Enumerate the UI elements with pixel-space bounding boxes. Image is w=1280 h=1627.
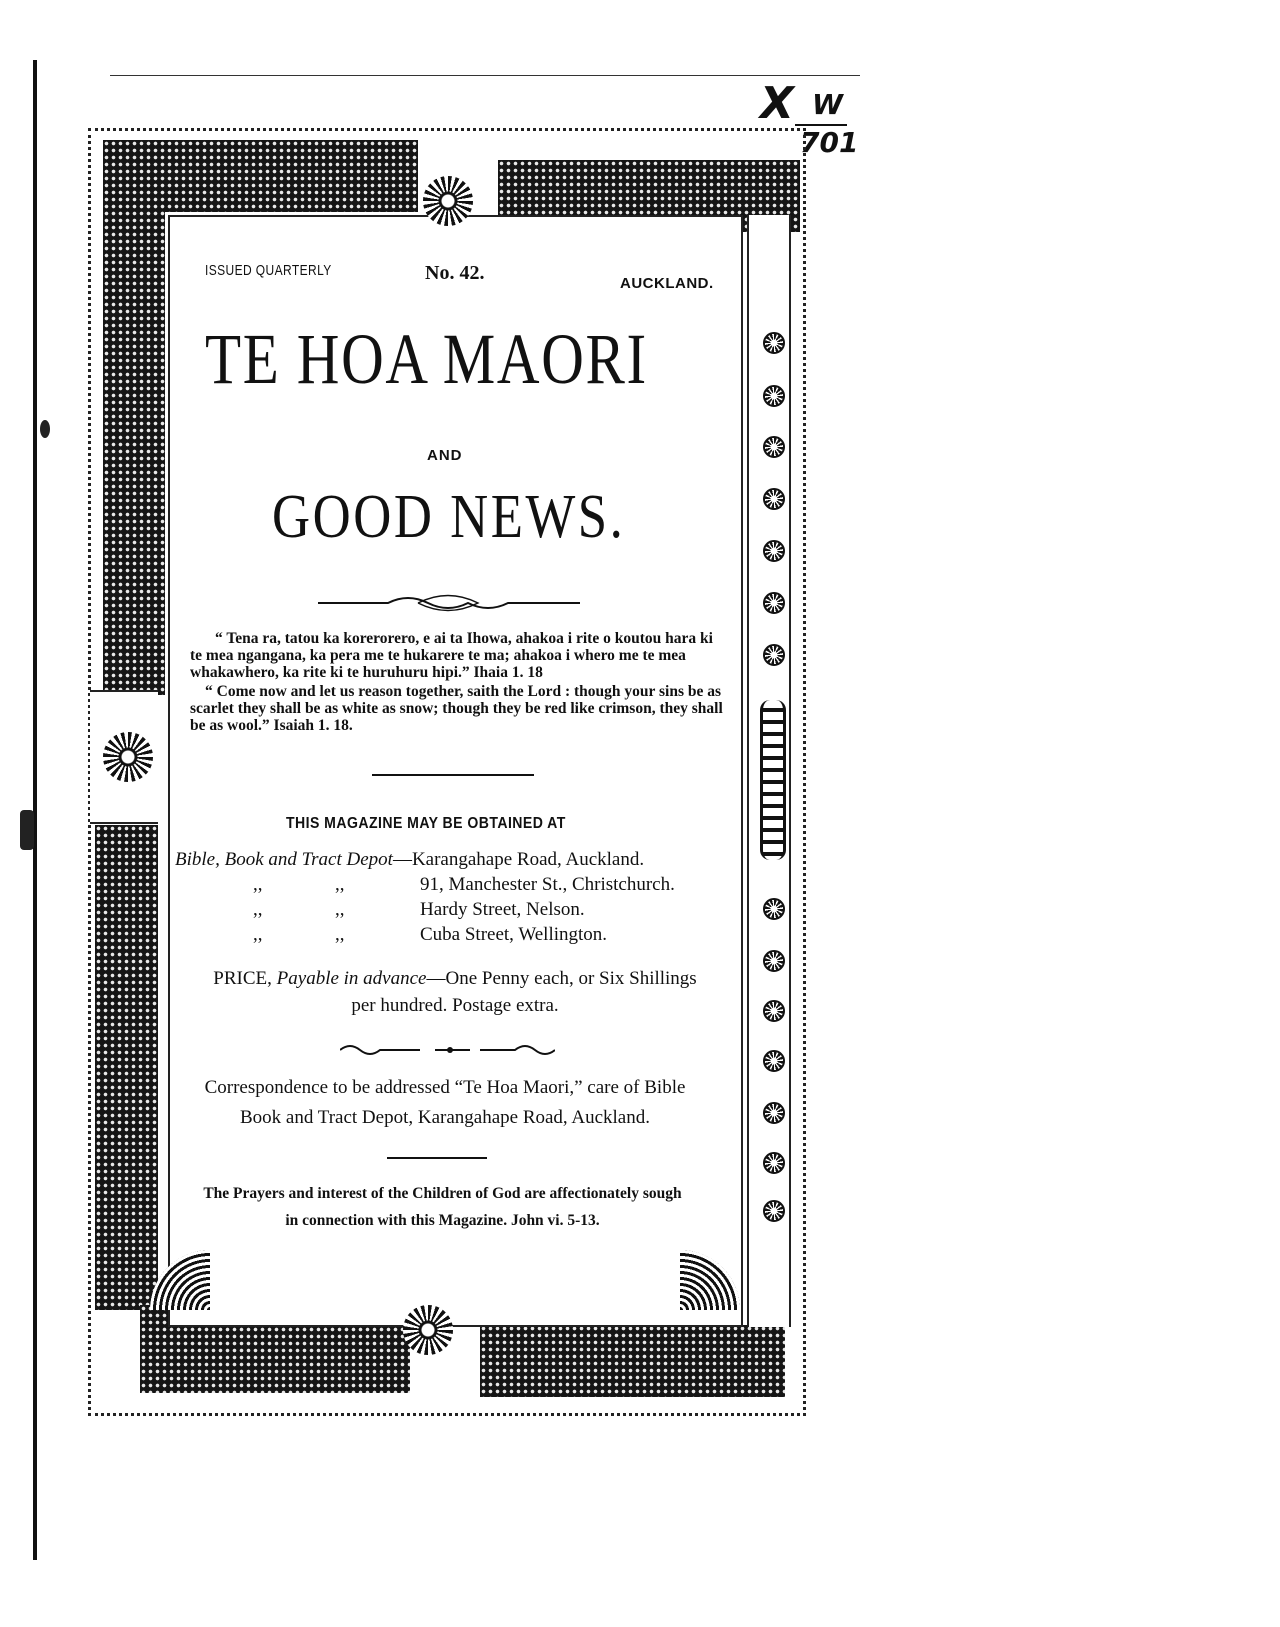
sunburst-ornament-bottom [403, 1305, 453, 1355]
issued-quarterly: ISSUED QUARTERLY [205, 262, 332, 279]
issue-number: No. 42. [425, 262, 485, 284]
chain-ornament [760, 700, 786, 860]
price-label: PRICE, [213, 968, 272, 989]
rosette-ornament [763, 1152, 785, 1174]
handwritten-code-bottom: 701 [800, 126, 859, 159]
handwritten-x-mark: X [760, 78, 794, 129]
left-upper-band [103, 140, 165, 695]
prayers-line-2: in connection with this Magazine. John vi. 5-13. [285, 1212, 600, 1229]
ditto-mark: ,, [253, 899, 263, 920]
ditto-mark: ,, [335, 874, 345, 895]
handwritten-code-top: W [812, 88, 843, 121]
scan-speck [20, 810, 34, 850]
rosette-ornament [763, 592, 785, 614]
depot-address: —Karangahape Road, Auckland. [392, 849, 645, 870]
depot-row-auckland [175, 847, 735, 872]
obtain-heading: THIS MAGAZINE MAY BE OBTAINED AT [286, 815, 566, 832]
divider-rule [387, 1157, 487, 1159]
title-and: AND [427, 447, 463, 464]
depot-address: Cuba Street, Wellington. [420, 924, 608, 945]
price-line-2: per hundred. Postage extra. [351, 995, 559, 1016]
bottom-right-band [480, 1325, 785, 1397]
flourish-divider [318, 588, 580, 618]
binding-edge [33, 60, 37, 1560]
rosette-ornament [763, 540, 785, 562]
depot-row-christchurch [175, 872, 735, 897]
correspondence-line-2: Book and Tract Depot, Karangahape Road, Auckland. [240, 1107, 650, 1128]
rosette-ornament [763, 385, 785, 407]
title-good-news: GOOD NEWS. [272, 483, 626, 551]
rosette-ornament [763, 898, 785, 920]
divider-rule [372, 774, 534, 776]
rosette-ornament [763, 1050, 785, 1072]
rosette-ornament [763, 332, 785, 354]
price-terms: Payable in advance [276, 968, 427, 989]
correspondence-block [170, 1073, 720, 1133]
flourish-divider-small [340, 1040, 555, 1060]
depot-address: Hardy Street, Nelson. [420, 899, 585, 920]
rosette-ornament [763, 1000, 785, 1022]
verse-block [190, 630, 725, 734]
depot-list [175, 847, 735, 947]
depot-row-wellington [175, 922, 735, 947]
rosette-ornament [763, 950, 785, 972]
left-lower-band [95, 825, 158, 1310]
ditto-mark: ,, [335, 899, 345, 920]
rosette-ornament [763, 488, 785, 510]
rosette-ornament [763, 436, 785, 458]
verse-english: “ Come now and let us reason together, saith the Lord : though your sins be as scarlet they shall be as white as snow; though they be red like crimson, they shall be as wool.” Isaiah 1. 18. [190, 683, 723, 734]
prayers-line-1: The Prayers and interest of the Children of God are affectionately sough [203, 1185, 682, 1202]
price-amount: —One Penny each, or Six Shillings [426, 968, 697, 989]
ditto-mark: ,, [335, 924, 345, 945]
rosette-ornament [763, 644, 785, 666]
sunburst-ornament-top [423, 176, 473, 226]
correspondence-line-1: Correspondence to be addressed “Te Hoa Maori,” care of Bible [204, 1077, 686, 1098]
price-line-1 [170, 965, 740, 992]
prayers-block [165, 1180, 720, 1234]
rosette-ornament [763, 1200, 785, 1222]
scan-speck [40, 420, 50, 438]
depot-row-nelson [175, 897, 735, 922]
price-block [170, 965, 740, 1019]
depot-label: Bible, Book and Tract Depot [175, 849, 393, 870]
ditto-mark: ,, [253, 874, 263, 895]
ditto-mark: ,, [253, 924, 263, 945]
city-label: AUCKLAND. [620, 275, 714, 292]
depot-address: 91, Manchester St., Christchurch. [420, 874, 675, 895]
top-rule [110, 75, 860, 76]
title-te-hoa-maori: TE HOA MAORI [205, 319, 648, 399]
rosette-ornament [763, 1102, 785, 1124]
sunburst-ornament-left [103, 732, 153, 782]
verse-maori: “ Tena ra, tatou ka korerorero, e ai ta Ihowa, ahakoa i rite o koutou hara ki te mea ngangana, ka pera me te hukarere te ma; ahakoa i whero me te mea whakawhero, ka rite ki te huruhuru hipi.” Ihaia 1. 18 [190, 630, 713, 681]
